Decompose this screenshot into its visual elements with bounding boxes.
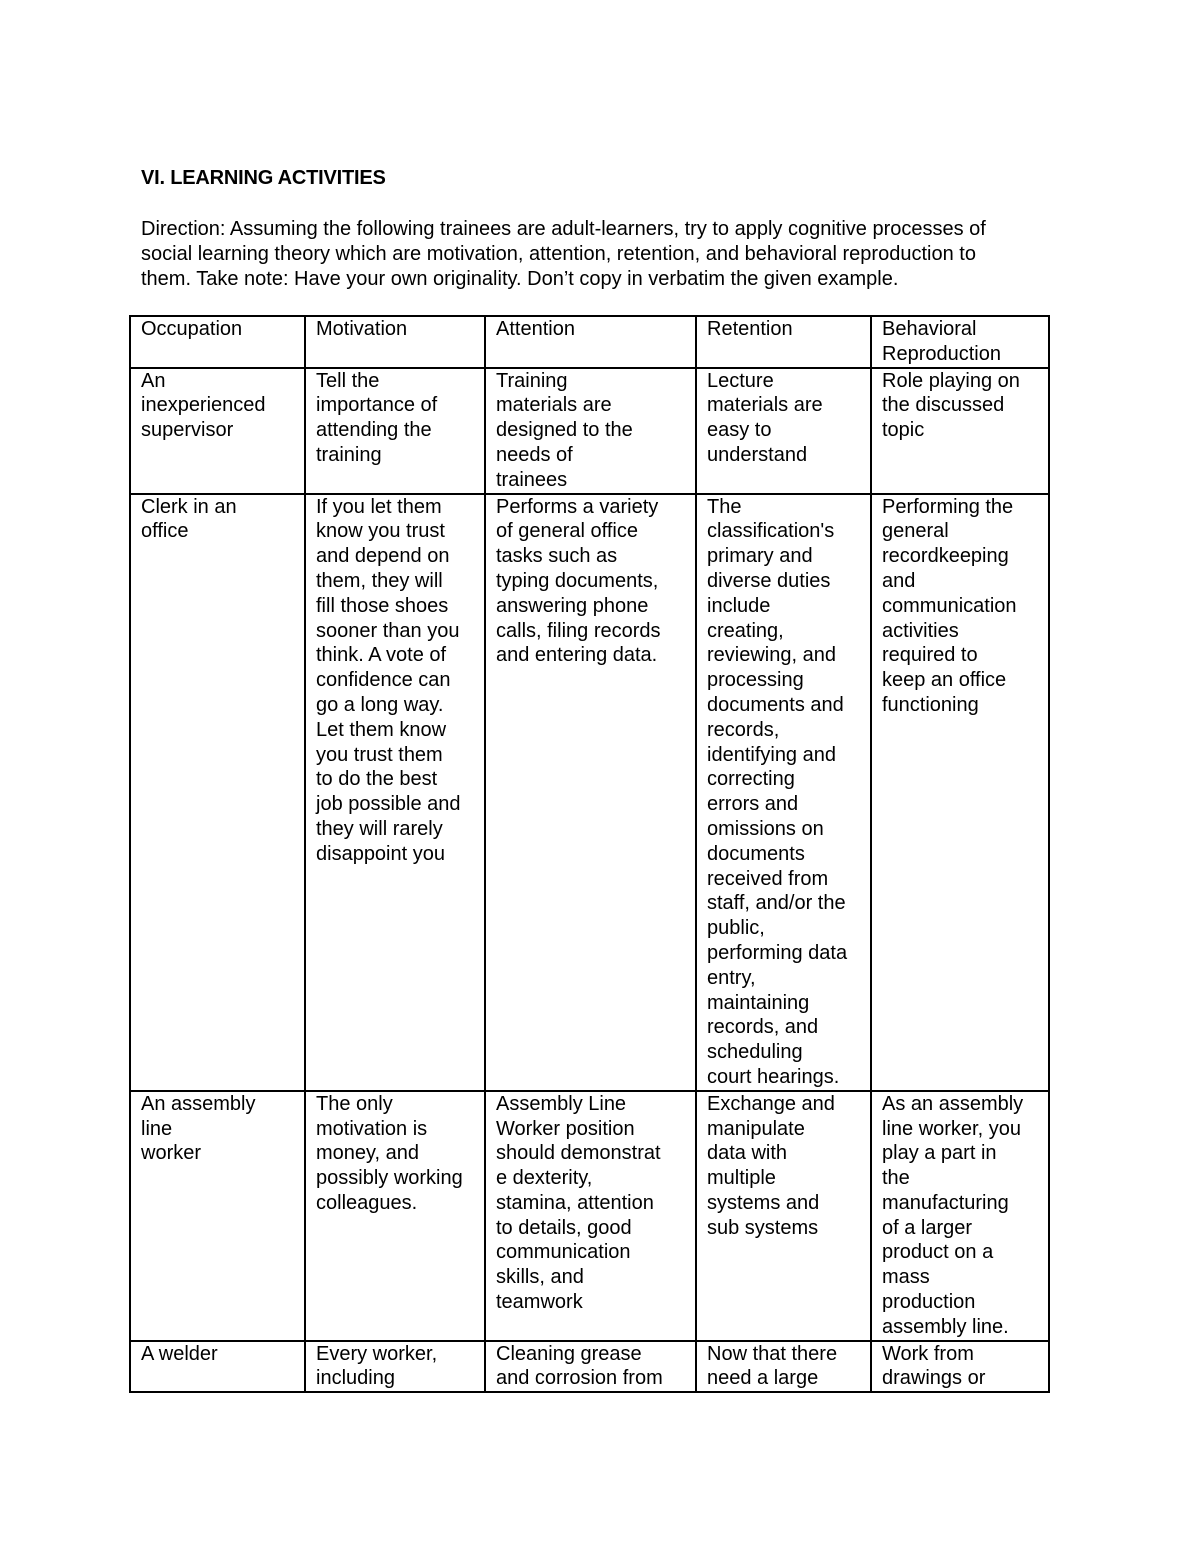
learning-activities-table [129, 315, 1050, 1393]
cell-retention: Lecture materials are easy to understand [696, 368, 871, 494]
header-cell-motivation: Motivation [305, 316, 485, 368]
section-heading: VI. LEARNING ACTIVITIES [141, 167, 386, 189]
cell-motivation: Tell the importance of attending the training [305, 368, 485, 494]
header-cell-attention: Attention [485, 316, 696, 368]
table-row [130, 494, 1049, 1091]
cell-attention: Assembly Line Worker position should demonstrat e dexterity, stamina, attention to details, good communication skills, and teamwork [485, 1091, 696, 1341]
cell-attention: Cleaning grease and corrosion from [485, 1341, 696, 1393]
cell-motivation: The only motivation is money, and possibly working colleagues. [305, 1091, 485, 1341]
cell-behavioral-reproduction: Work from drawings or [871, 1341, 1049, 1393]
header-cell-occupation: Occupation [130, 316, 305, 368]
direction-line: social learning theory which are motivation, attention, retention, and behavioral reproduction to [141, 243, 976, 265]
cell-occupation: Clerk in an office [130, 494, 305, 1091]
direction-paragraph [141, 217, 1071, 292]
cell-retention: The classification's primary and diverse duties include creating, reviewing, and processing documents and records, identifying and correcting errors and omissions on documents received from staff, and/or the public, performing data entry, maintaining records, and scheduling court hearings. [696, 494, 871, 1091]
table-row [130, 1091, 1049, 1341]
cell-attention: Training materials are designed to the needs of trainees [485, 368, 696, 494]
direction-line: them. Take note: Have your own originality. Don’t copy in verbatim the given example. [141, 268, 899, 290]
cell-occupation: An inexperienced supervisor [130, 368, 305, 494]
cell-retention: Now that there need a large [696, 1341, 871, 1393]
header-cell-retention: Retention [696, 316, 871, 368]
cell-motivation: Every worker, including [305, 1341, 485, 1393]
header-cell-behavioral-reproduction: Behavioral Reproduction [871, 316, 1049, 368]
table-header-row [130, 316, 1049, 368]
cell-retention: Exchange and manipulate data with multiple systems and sub systems [696, 1091, 871, 1341]
cell-motivation: If you let them know you trust and depend on them, they will fill those shoes sooner than you think. A vote of confidence can go a long way. Let them know you trust them to do the best job possible and they will rarely disappoint you [305, 494, 485, 1091]
cell-occupation: A welder [130, 1341, 305, 1393]
cell-behavioral-reproduction: Performing the general recordkeeping and communication activities required to keep an office functioning [871, 494, 1049, 1091]
cell-behavioral-reproduction: Role playing on the discussed topic [871, 368, 1049, 494]
cell-attention: Performs a variety of general office tasks such as typing documents, answering phone calls, filing records and entering data. [485, 494, 696, 1091]
cell-behavioral-reproduction: As an assembly line worker, you play a part in the manufacturing of a larger product on a mass production assembly line. [871, 1091, 1049, 1341]
table-row [130, 1341, 1049, 1393]
direction-line: Direction: Assuming the following trainees are adult-learners, try to apply cognitive processes of [141, 218, 986, 240]
cell-occupation: An assembly line worker [130, 1091, 305, 1341]
table-row [130, 368, 1049, 494]
